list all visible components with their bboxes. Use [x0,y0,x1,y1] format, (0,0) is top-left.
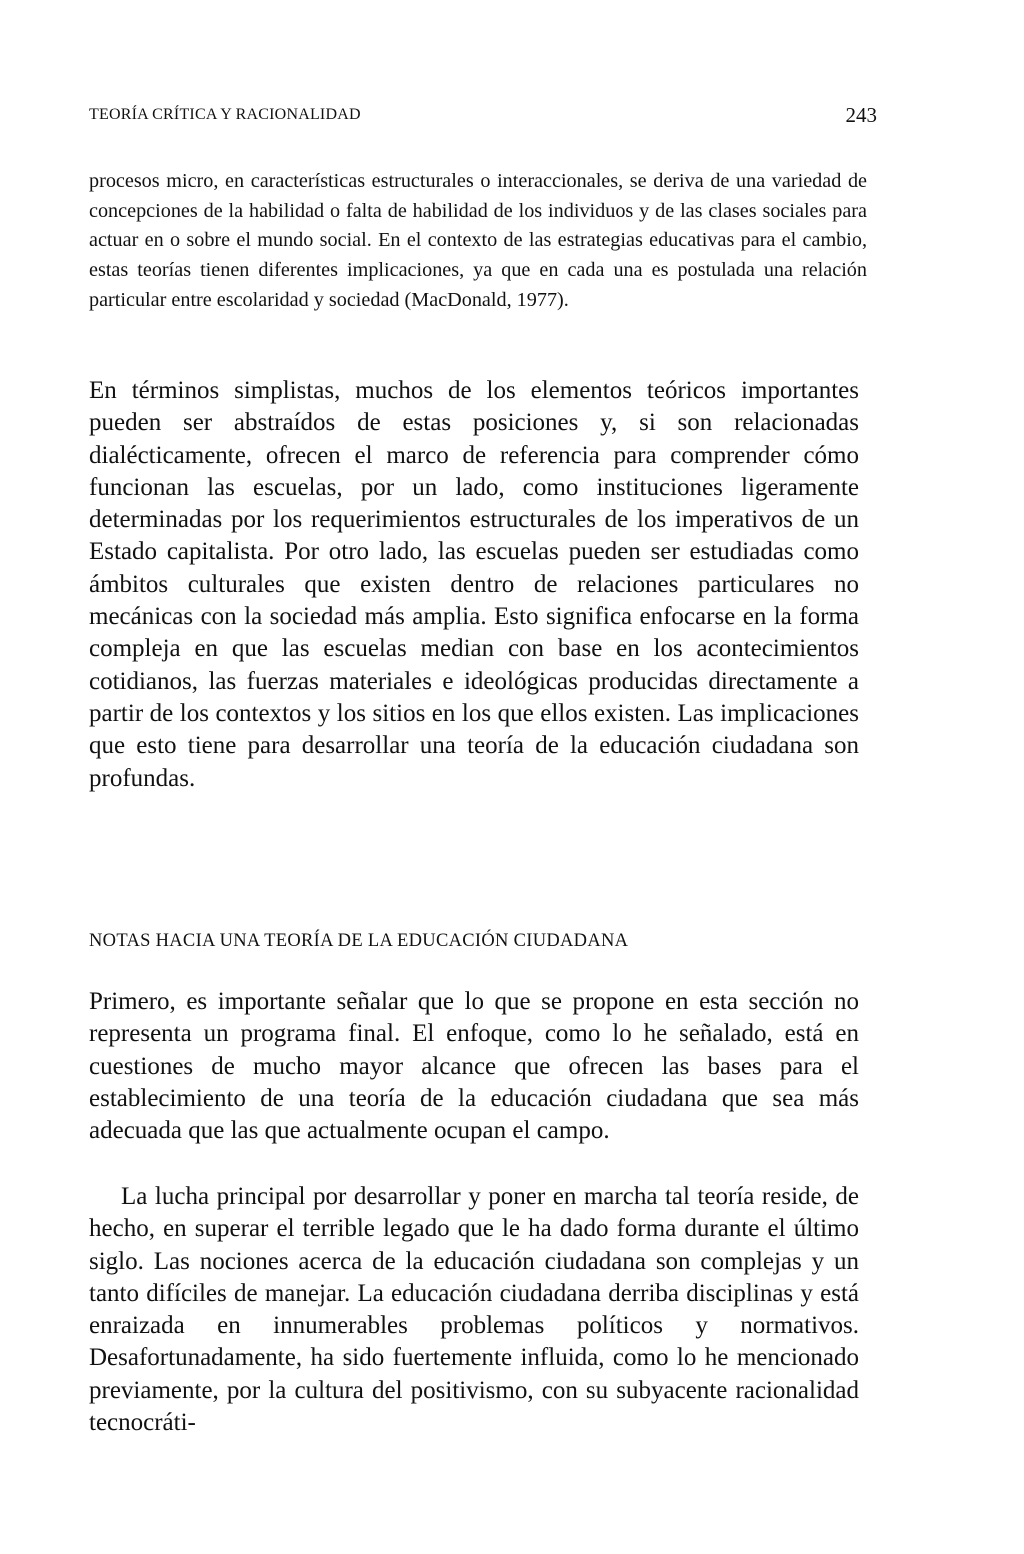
running-head [89,103,877,130]
body-paragraph-2: Primero, es importante señalar que lo que se propone en esta sección no representa un programa final. El enfoque, como lo he señalado, está en cuestiones de mucho mayor alcance que ofrecen las bases para el establecimiento de una teoría de la educación ciudadana que sea más adecuada que las que actualmente ocupan el campo. [89,988,859,1145]
running-head-title: TEORÍA CRÍTICA Y RACIONALIDAD [89,106,361,123]
section-heading: NOTAS HACIA UNA TEORÍA DE LA EDUCACIÓN CIUDADANA [89,931,629,951]
page-number: 243 [845,103,877,127]
body-paragraph-1: En términos simplistas, muchos de los elementos teóricos importantes pueden ser abstraídos de estas posiciones y, si son relacionadas dialécticamente, ofrecen el marco de referencia para comprender cómo funcionan las escuelas, por un lado, como instituciones ligeramente determinadas por los requerimientos estructurales de los imperativos de un Estado capitalista. Por otro lado, las escuelas pueden ser estudiadas como ámbitos culturales que existen dentro de relaciones particulares no mecánicas con la sociedad más amplia. Esto significa enfocarse en la forma compleja en que las escuelas median con base en los acontecimientos cotidianos, las fuerzas materiales e ideológicas producidas directamente a partir de los contextos y los sitios en los que ellos existen. Las implicaciones que esto tiene para desarrollar una teoría de la educación ciudadana son profundas. [89,377,859,792]
quote-block-paragraph: procesos micro, en características estructurales o interaccionales, se deriva de una variedad de concepciones de la habilidad o falta de habilidad de los individuos y de las clases sociales para actuar en o sobre el mundo social. En el contexto de las estrategias educativas para el cambio, estas teorías tienen diferentes implicaciones, ya que en cada una es postulada una relación particular entre escolaridad y sociedad (MacDonald, 1977). [89,170,867,311]
body-paragraph-3: La lucha principal por desarrollar y poner en marcha tal teoría reside, de hecho, en superar el terrible legado que le ha dado forma durante el último siglo. Las nociones acerca de la educación ciudadana son complejas y un tanto difíciles de manejar. La educación ciudadana derriba disciplinas y está enraizada en innumerables problemas políticos y normativos. Desafortunadamente, ha sido fuertemente influida, como lo he mencionado previamente, por la cultura del positivismo, con su subyacente racionalidad tecnocráti- [89,1183,859,1437]
